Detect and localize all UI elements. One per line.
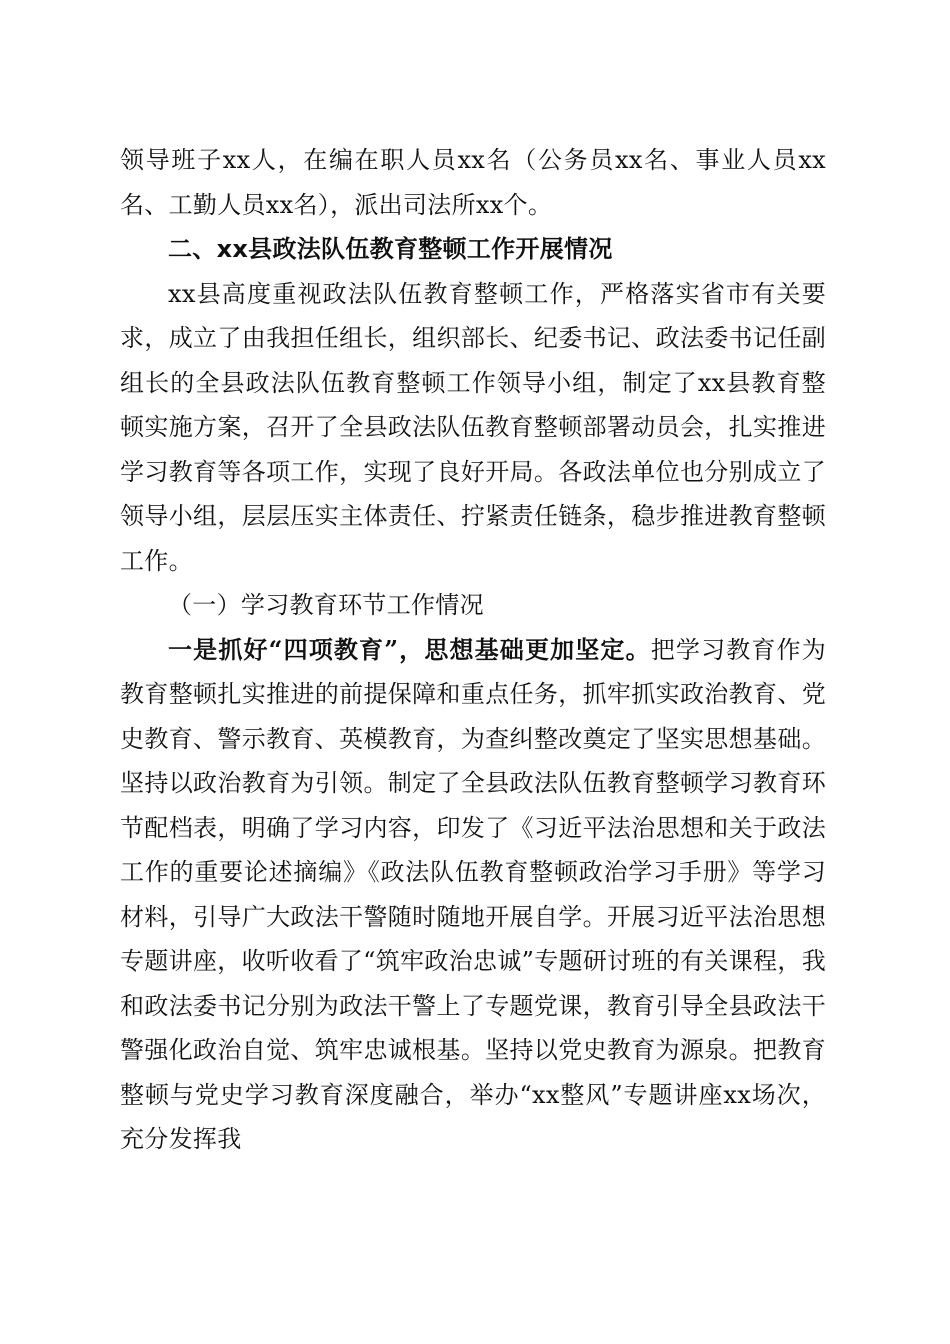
paragraph-overview: xx县高度重视政法队伍教育整顿工作，严格落实省市有关要求，成立了由我担任组长，组织部长、纪委书记、政法委书记任副组长的全县政法队伍教育整顿工作领导小组，制定了xx县教育整顿实施方案，召开了全县政法队伍教育整顿部署动员会，扎实推进学习教育等各项工作，实现了良好开局。各政法单位也分别成立了领导小组，层层压实主体责任、拧紧责任链条，稳步推进教育整顿工作。 — [120, 279, 826, 575]
document-body — [120, 138, 826, 1162]
paragraph-staffing: 领导班子xx人，在编在职人员xx名（公务员xx名、事业人员xx名、工勤人员xx名），派出司法所xx个。 — [120, 146, 826, 219]
subsection-heading-1: （一）学习教育环节工作情况 — [168, 591, 484, 619]
paragraph-lead-sentence: 一是抓好“四项教育”，思想基础更加坚定。 — [168, 634, 651, 664]
paragraph-study-education — [120, 628, 826, 1162]
section-heading-2: 二、xx县政法队伍教育整顿工作开展情况 — [168, 235, 613, 263]
paragraph-body-text: 把学习教育作为教育整顿扎实推进的前提保障和重点任务，抓牢抓实政治教育、党史教育、警示教育、英模教育，为查纠整改奠定了坚实思想基础。坚持以政治教育为引领。制定了全县政法队伍教育整顿学习教育环节配档表，明确了学习内容，印发了《习近平法治思想和关于政法工作的重要论述摘编》《政法队伍教育整顿政治学习手册》等学习材料，引导广大政法干警随时随地开展自学。开展习近平法治思想专题讲座，收听收看了“筑牢政治忠诚”专题研讨班的有关课程，我和政法委书记分别为政法干警上了专题党课，教育引导全县政法干警强化政治自觉、筑牢忠诚根基。坚持以党史教育为源泉。把教育整顿与党史学习教育深度融合，举办“xx整风”专题讲座xx场次，充分发挥我 — [120, 635, 826, 1153]
